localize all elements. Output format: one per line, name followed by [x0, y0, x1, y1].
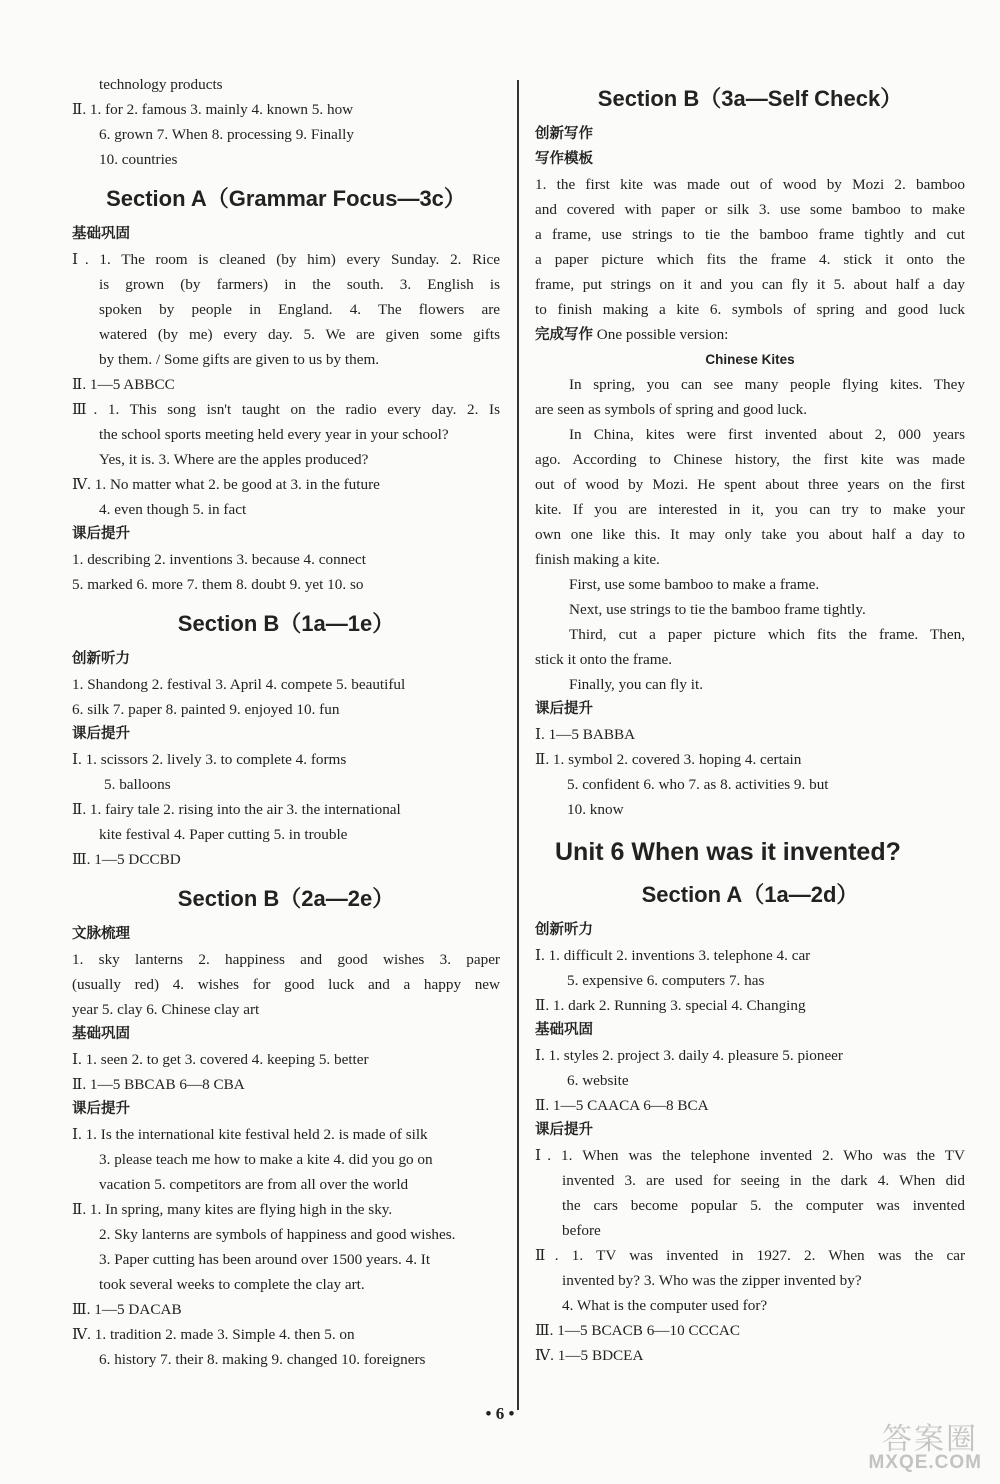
answer-line: Ⅰ. 1. Is the international kite festival held 2. is made of silk: [72, 1126, 428, 1143]
exercise-label: 基础巩固: [535, 1022, 593, 1038]
answer-line: invented 3. are used for seeing in the dark 4. When did: [562, 1172, 965, 1189]
answer-line: and covered with paper or silk 3. use some bamboo to make: [535, 201, 965, 218]
answer-line: Ⅰ. 1. difficult 2. inventions 3. telephone 4. car: [535, 947, 811, 964]
answer-line: Ⅰ. 1. scissors 2. lively 3. to complete 4. forms: [72, 751, 347, 768]
answer-line: Ⅰ. 1. When was the telephone invented 2. Who was the TV: [535, 1147, 965, 1164]
answer-line: is grown (by farmers) in the south. 3. English is: [99, 276, 500, 293]
answer-line: 6. silk 7. paper 8. painted 9. enjoyed 10. fun: [72, 701, 340, 718]
answer-line: 3. Paper cutting has been around over 1500 years. 4. It: [99, 1251, 431, 1268]
column-divider: [517, 80, 519, 1410]
left-column: [72, 72, 500, 1372]
answer-line: Ⅰ. 1. The room is cleaned (by him) every Sunday. 2. Rice: [72, 251, 500, 268]
answer-line: spoken by people in England. 4. The flowers are: [99, 301, 500, 318]
answer-line: Ⅱ. 1. fairy tale 2. rising into the air 3. the international: [72, 801, 401, 818]
writing-line: [535, 322, 965, 347]
answer-line: 3. please teach me how to make a kite 4. did you go on: [99, 1151, 433, 1168]
section-heading: Section B（1a—1e）: [177, 611, 395, 636]
answer-line: 1. sky lanterns 2. happiness and good wishes 3. paper: [72, 951, 500, 968]
exercise-label: 创新听力: [535, 922, 593, 938]
exercise-label: 课后提升: [72, 726, 130, 742]
answer-line: out of wood by Mozi. He spent about three years on the first: [535, 476, 965, 493]
answer-line: the cars become popular 5. the computer was invented: [562, 1197, 965, 1214]
answer-line: a paper picture which fits the frame 4. stick it onto the: [535, 251, 965, 268]
answer-line: are seen as symbols of spring and good luck.: [535, 401, 808, 418]
answer-line: frame, put strings on it and you can fly it 5. about half a day: [535, 276, 965, 293]
answer-line: Ⅱ. 1—5 ABBCC: [72, 376, 175, 393]
exercise-label: 课后提升: [535, 701, 593, 717]
answer-line: 5. expensive 6. computers 7. has: [567, 972, 765, 989]
exercise-label: 文脉梳理: [72, 926, 130, 942]
answer-line: 6. grown 7. When 8. processing 9. Finally: [99, 126, 354, 143]
answer-line: 2. Sky lanterns are symbols of happiness and good wishes.: [99, 1226, 456, 1243]
answer-line: Ⅱ. 1—5 CAACA 6—8 BCA: [535, 1097, 709, 1114]
answer-line: finish making a kite.: [535, 551, 660, 568]
section-heading: Section A（1a—2d）: [641, 882, 859, 907]
answer-line: Ⅱ. 1—5 BBCAB 6—8 CBA: [72, 1076, 245, 1093]
answer-line: 6. website: [567, 1072, 629, 1089]
exercise-label: 写作模板: [535, 151, 593, 167]
exercise-label: 课后提升: [535, 1122, 593, 1138]
answer-line: 5. marked 6. more 7. them 8. doubt 9. yet 10. so: [72, 576, 364, 593]
answer-line: the school sports meeting held every year in your school?: [99, 426, 449, 443]
page-number: • 6 •: [485, 1404, 515, 1423]
exercise-label: 创新写作: [535, 126, 593, 142]
answer-line: vacation 5. competitors are from all over the world: [99, 1176, 409, 1193]
answer-line: ago. According to Chinese history, the first kite was made: [535, 451, 965, 468]
exercise-label: 基础巩固: [72, 226, 130, 242]
answer-line: 6. history 7. their 8. making 9. changed 10. foreigners: [99, 1351, 426, 1368]
answer-line: watered (by me) every day. 5. We are given some gifts: [99, 326, 500, 343]
answer-line: Ⅳ. 1. tradition 2. made 3. Simple 4. then 5. on: [72, 1326, 355, 1343]
watermark-logo: [838, 1414, 988, 1474]
paragraph-line: Third, cut a paper picture which fits the frame. Then,: [569, 626, 965, 643]
answer-line: 10. know: [567, 801, 624, 818]
answer-line: 10. countries: [99, 151, 178, 168]
exercise-label: 课后提升: [72, 526, 130, 542]
answer-line: kite. If you are interested in it, you can try to make your: [535, 501, 965, 518]
paragraph-line: Next, use strings to tie the bamboo frame tightly.: [569, 601, 866, 618]
exercise-label: 创新听力: [72, 651, 130, 667]
answer-line: Ⅲ. 1—5 BCACB 6—10 CCCAC: [535, 1322, 740, 1339]
answer-line: kite festival 4. Paper cutting 5. in trouble: [99, 826, 348, 843]
answer-line: Ⅲ. 1. This song isn't taught on the radio every day. 2. Is: [72, 401, 500, 418]
answer-line: Ⅱ. 1. for 2. famous 3. mainly 4. known 5. how: [72, 101, 354, 118]
answer-line: took several weeks to complete the clay art.: [99, 1276, 365, 1293]
watermark-cn-text: 答案圈: [882, 1422, 978, 1457]
answer-line: stick it onto the frame.: [535, 651, 673, 668]
answer-line: invented by? 3. Who was the zipper invented by?: [562, 1272, 862, 1289]
answer-line: Yes, it is. 3. Where are the apples produced?: [99, 451, 369, 468]
section-heading: Section B（2a—2e）: [177, 886, 395, 911]
answer-line: Ⅰ. 1—5 BABBA: [535, 726, 636, 743]
answer-line: Ⅰ. 1. styles 2. project 3. daily 4. pleasure 5. pioneer: [535, 1047, 843, 1064]
composition-title: Chinese Kites: [705, 352, 795, 367]
answer-line: Ⅳ. 1. No matter what 2. be good at 3. in the future: [72, 476, 380, 493]
answer-line: 1. describing 2. inventions 3. because 4. connect: [72, 551, 366, 568]
section-heading: Section B（3a—Self Check）: [597, 86, 903, 111]
section-heading: Section A（Grammar Focus—3c）: [106, 186, 466, 211]
paragraph-line: In China, kites were first invented about 2, 000 years: [569, 426, 965, 443]
answer-line: Ⅲ. 1—5 DACAB: [72, 1301, 182, 1318]
answer-line: Ⅲ. 1—5 DCCBD: [72, 851, 181, 868]
answer-line: 5. confident 6. who 7. as 8. activities 9. but: [567, 776, 829, 793]
answer-line: to finish making a kite 6. symbols of spring and good luck: [535, 301, 965, 318]
exercise-label: 完成写作: [535, 327, 593, 343]
paragraph-line: First, use some bamboo to make a frame.: [569, 576, 820, 593]
watermark-en-text: MXQE.COM: [868, 1452, 982, 1473]
answer-line: 4. even though 5. in fact: [99, 501, 247, 518]
answer-line: before: [562, 1222, 601, 1239]
answer-line: year 5. clay 6. Chinese clay art: [72, 1001, 260, 1018]
paragraph-line: In spring, you can see many people flying kites. They: [569, 376, 965, 393]
paragraph-line: Finally, you can fly it.: [569, 676, 703, 693]
unit-title: Unit 6 When was it invented?: [555, 838, 901, 866]
right-column: [535, 72, 965, 1368]
answer-line: Ⅱ. 1. symbol 2. covered 3. hoping 4. certain: [535, 751, 802, 768]
answer-line: by them. / Some gifts are given to us by them.: [99, 351, 380, 368]
answer-line: technology products: [99, 76, 223, 93]
answer-line: 1. the first kite was made out of wood by Mozi 2. bamboo: [535, 176, 965, 193]
exercise-label: 基础巩固: [72, 1026, 130, 1042]
answer-line: own one like this. It may only take you about half a day to: [535, 526, 965, 543]
writing-note: One possible version:: [593, 326, 729, 343]
answer-line: 4. What is the computer used for?: [562, 1297, 768, 1314]
exercise-label: 课后提升: [72, 1101, 130, 1117]
answer-line: 5. balloons: [104, 776, 171, 793]
answer-line: Ⅱ. 1. In spring, many kites are flying high in the sky.: [72, 1201, 393, 1218]
answer-line: Ⅳ. 1—5 BDCEA: [535, 1347, 644, 1364]
answer-line: Ⅰ. 1. seen 2. to get 3. covered 4. keeping 5. better: [72, 1051, 369, 1068]
answer-line: (usually red) 4. wishes for good luck and a happy new: [72, 976, 500, 993]
answer-line: Ⅱ. 1. dark 2. Running 3. special 4. Changing: [535, 997, 806, 1014]
answer-line: 1. Shandong 2. festival 3. April 4. compete 5. beautiful: [72, 676, 406, 693]
answer-line: Ⅱ. 1. TV was invented in 1927. 2. When was the car: [535, 1247, 965, 1264]
answer-line: a frame, use strings to tie the bamboo frame tightly and cut: [535, 226, 965, 243]
